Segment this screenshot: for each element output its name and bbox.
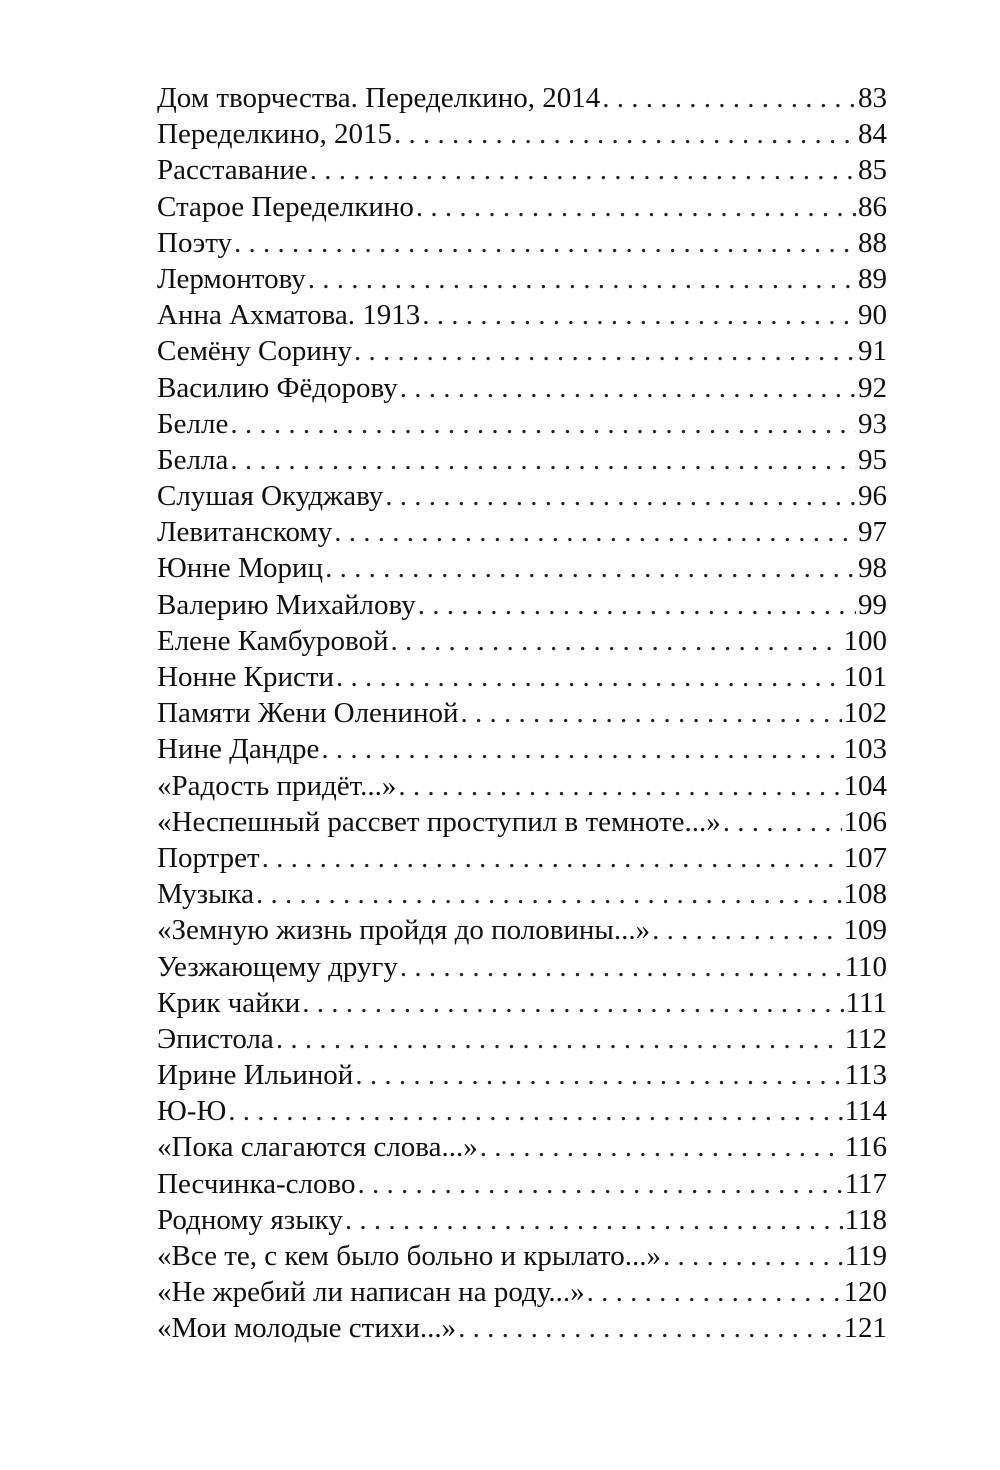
toc-entry-page-number: 113 (844, 1059, 887, 1092)
dot-leader (385, 478, 856, 514)
dot-leader (357, 1166, 842, 1202)
toc-entry-page-number: 108 (843, 878, 887, 911)
dot-leader (587, 1274, 842, 1310)
dot-leader (354, 333, 856, 369)
toc-entry-page-number: 118 (844, 1203, 887, 1236)
dot-leader (355, 1057, 842, 1093)
toc-entry-page-number: 100 (843, 624, 887, 657)
toc-entry-title: Дом творчества. Переделкино, 2014 (157, 82, 601, 114)
toc-entry-title: «Мои молодые стихи...» (157, 1312, 457, 1345)
dot-leader (334, 514, 856, 550)
toc-entry (157, 550, 887, 586)
toc-entry-page-number: 84 (858, 118, 887, 151)
dot-leader (400, 370, 856, 406)
toc-entry-page-number: 95 (858, 443, 887, 476)
toc-entry-title: «Все те, с кем было больно и крылато...» (157, 1240, 661, 1272)
dot-leader (416, 189, 856, 225)
dot-leader (325, 550, 856, 586)
dot-leader (398, 768, 841, 804)
toc-entry (157, 116, 887, 152)
toc-entry-page-number: 121 (843, 1312, 887, 1345)
dot-leader (663, 1238, 843, 1274)
dot-leader (308, 261, 856, 297)
toc-entry-page-number: 98 (858, 552, 887, 585)
toc-entry (157, 949, 887, 985)
toc-entry-page-number: 99 (858, 588, 887, 621)
toc-entry (157, 623, 887, 659)
toc-entry (157, 1274, 887, 1310)
toc-entry-title: Семёну Сорину (157, 335, 352, 368)
toc-entry-title: «Радость придёт...» (157, 769, 397, 802)
toc-entry-page-number: 114 (844, 1095, 887, 1128)
toc-entry-page-number: 91 (858, 335, 887, 368)
dot-leader (336, 659, 841, 695)
dot-leader (723, 804, 842, 840)
toc-entry-title: «Пока слагаются слова...» (157, 1131, 478, 1164)
dot-leader (310, 152, 856, 188)
dot-leader (652, 912, 841, 948)
toc-entry-title: Крик чайки (157, 986, 301, 1019)
dot-leader (234, 225, 856, 261)
toc-entry-page-number: 109 (843, 914, 887, 947)
toc-entry (157, 985, 887, 1021)
toc-entry (157, 1021, 887, 1057)
dot-leader (480, 1129, 843, 1165)
dot-leader (228, 1093, 842, 1129)
dot-leader (400, 949, 843, 985)
toc-entry (157, 876, 887, 912)
dot-leader (276, 1021, 843, 1057)
dot-leader (230, 442, 856, 478)
toc-entry-page-number: 93 (858, 407, 887, 440)
toc-entry-page-number: 106 (843, 805, 887, 838)
toc-entry-page-number: 120 (843, 1276, 887, 1309)
toc-entry-title: Белле (157, 407, 229, 440)
toc-entry (157, 225, 887, 261)
toc-entry-title: Нонне Кристи (157, 661, 335, 693)
toc-entry (157, 587, 887, 623)
toc-entry-page-number: 104 (843, 769, 887, 802)
toc-entry-title: Елене Камбуровой (157, 624, 389, 657)
dot-leader (256, 876, 841, 912)
toc-entry-title: Ю-Ю (157, 1095, 227, 1128)
toc-entry-title: Поэту (157, 226, 233, 259)
toc-entry (157, 1238, 887, 1274)
toc-entry-page-number: 96 (858, 480, 887, 513)
toc-entry (157, 804, 887, 840)
dot-leader (422, 297, 856, 333)
dot-leader (321, 731, 841, 767)
toc-entry-title: Родному языку (157, 1203, 343, 1236)
toc-entry-page-number: 92 (858, 371, 887, 404)
toc-entry (157, 695, 887, 731)
toc-entry-title: «Не жребий ли написан на роду...» (157, 1276, 585, 1309)
toc-entry-page-number: 103 (843, 733, 887, 766)
toc-entry (157, 1166, 887, 1202)
toc-entry-title: Валерию Михайлову (157, 588, 416, 621)
toc-entry (157, 297, 887, 333)
dot-leader (394, 116, 856, 152)
toc-entry-page-number: 111 (845, 986, 887, 1019)
toc-entry-page-number: 86 (858, 190, 887, 223)
toc-entry-title: Музыка (157, 878, 255, 911)
toc-entry-title: Левитанскому (157, 516, 333, 549)
toc-entry-title: Нине Дандре (157, 733, 320, 766)
dot-leader (345, 1202, 843, 1238)
toc-entry-page-number: 88 (858, 226, 887, 259)
toc-entry-page-number: 117 (844, 1167, 887, 1200)
toc-entry-title: Белла (157, 443, 229, 476)
toc-entry (157, 840, 887, 876)
toc-entry-page-number: 89 (858, 262, 887, 295)
toc-entry-title: Переделкино, 2015 (157, 118, 393, 151)
toc-entry-page-number: 83 (858, 82, 887, 114)
toc-entry (157, 912, 887, 948)
toc-entry-title: Лермонтову (157, 262, 306, 295)
toc-entry-title: «Неспешный рассвет проступил в темноте...» (157, 805, 721, 838)
toc-entry-page-number: 112 (844, 1022, 887, 1055)
toc-entry-title: Василию Фёдорову (157, 371, 398, 404)
toc-entry-title: Уезжающему другу (157, 950, 398, 983)
toc-entry-title: Песчинка-слово (157, 1167, 356, 1200)
toc-entry-title: «Земную жизнь пройдя до половины...» (157, 914, 651, 947)
toc-entry-title: Памяти Жени Олениной (157, 697, 459, 730)
toc-entry (157, 1057, 887, 1093)
toc-entry (157, 1202, 887, 1238)
toc-entry (157, 80, 887, 116)
toc-entry-page-number: 119 (844, 1240, 887, 1272)
toc-entry (157, 442, 887, 478)
dot-leader (418, 587, 856, 623)
toc-entry-title: Ирине Ильиной (157, 1059, 354, 1092)
toc-entry-page-number: 110 (844, 950, 887, 983)
toc-entry-page-number: 101 (843, 661, 887, 693)
toc-entry-page-number: 102 (843, 697, 887, 730)
dot-leader (391, 623, 842, 659)
toc-entry (157, 659, 887, 695)
toc-entry (157, 406, 887, 442)
toc-entry (157, 731, 887, 767)
toc-entry-title: Юнне Мориц (157, 552, 324, 585)
toc-entry (157, 370, 887, 406)
toc-entry (157, 1093, 887, 1129)
toc-entry (157, 1310, 887, 1346)
toc-entry-title: Слушая Окуджаву (157, 480, 384, 513)
toc-entry-page-number: 116 (844, 1131, 887, 1164)
toc-entry-page-number: 107 (843, 841, 887, 874)
toc-entry (157, 261, 887, 297)
toc-entry (157, 333, 887, 369)
toc-entry (157, 189, 887, 225)
toc-entry (157, 152, 887, 188)
toc-entry-title: Старое Переделкино (157, 190, 414, 223)
toc-entry (157, 514, 887, 550)
toc-entry-page-number: 97 (858, 516, 887, 549)
dot-leader (460, 695, 841, 731)
dot-leader (302, 985, 843, 1021)
dot-leader (458, 1310, 841, 1346)
dot-leader (602, 80, 856, 116)
toc-entry-title: Портрет (157, 841, 260, 874)
toc-entry-title: Расставание (157, 154, 308, 187)
toc-entry-page-number: 90 (858, 299, 887, 332)
toc-entry (157, 478, 887, 514)
toc-entry (157, 1129, 887, 1165)
toc-entry (157, 768, 887, 804)
dot-leader (230, 406, 856, 442)
toc-entry-page-number: 85 (858, 154, 887, 187)
toc-entry-title: Эпистола (157, 1022, 274, 1055)
table-of-contents (157, 80, 887, 1347)
toc-entry-title: Анна Ахматова. 1913 (157, 299, 421, 332)
dot-leader (262, 840, 842, 876)
